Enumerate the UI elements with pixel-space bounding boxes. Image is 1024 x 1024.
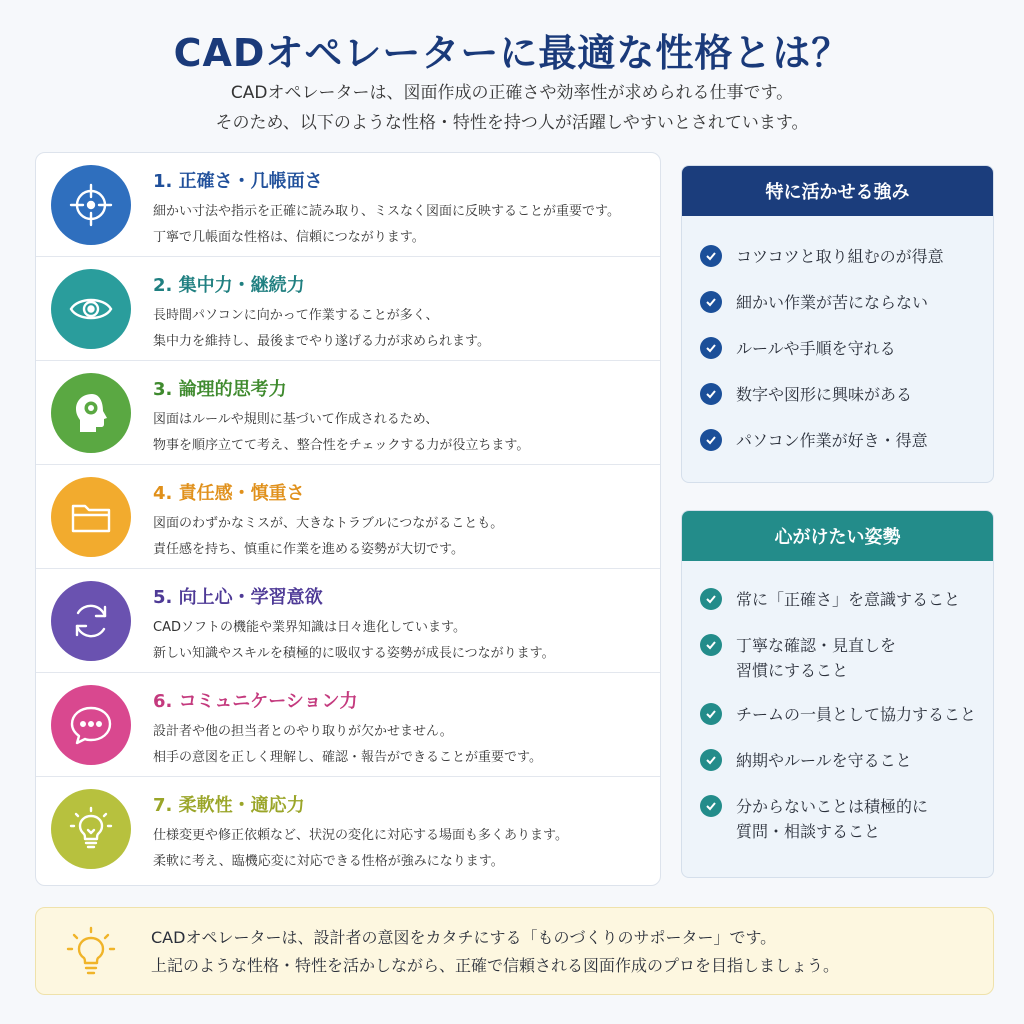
strength-item: ルールや手順を守れる: [700, 336, 896, 361]
head-gear-icon: [51, 373, 131, 453]
attitude-item: [700, 633, 896, 683]
refresh-icon: [51, 581, 131, 661]
trait-title: 6. コミュニケーション力: [153, 691, 358, 712]
trait-desc-line: 図面のわずかなミスが、大きなトラブルにつながることも。: [153, 516, 504, 531]
trait-desc-line: 相手の意図を正しく理解し、確認・報告ができることが重要です。: [153, 750, 542, 765]
trait-desc-line: 集中力を維持し、最後までやり遂げる力が求められます。: [153, 334, 490, 349]
check-icon: [700, 588, 722, 610]
strength-item: コツコツと取り組むのが得意: [700, 244, 944, 269]
strength-item: 細かい作業が苦にならない: [700, 290, 928, 315]
trait-item-logic: [36, 361, 661, 465]
trait-desc-line: 柔軟に考え、臨機応変に対応できる性格が強みになります。: [153, 854, 504, 869]
attitudes-panel: [681, 510, 994, 878]
summary-note: [35, 907, 994, 995]
attitude-line: 丁寧な確認・見直しを: [736, 636, 897, 655]
trait-title: 1. 正確さ・几帳面さ: [153, 171, 323, 192]
eye-icon: [51, 269, 131, 349]
lightbulb-icon: [51, 789, 131, 869]
trait-description: [153, 199, 620, 251]
trait-description: [153, 407, 529, 459]
check-icon: [700, 429, 722, 451]
intro-line: そのため、以下のような性格・特性を持つ人が活躍しやすいとされています。: [215, 113, 809, 133]
page-title: CADオペレーターに最適な性格とは？: [173, 31, 851, 75]
intro-line: CADオペレーターは、図面作成の正確さや効率性が求められる仕事です。: [230, 83, 794, 103]
check-icon: [700, 291, 722, 313]
check-icon: [700, 634, 722, 656]
trait-desc-line: 細かい寸法や指示を正確に読み取り、ミスなく図面に反映することが重要です。: [153, 204, 620, 219]
attitude-item: [700, 794, 928, 844]
intro-text: [0, 78, 1024, 138]
check-icon: [700, 795, 722, 817]
strengths-panel: [681, 165, 994, 483]
trait-item-focus: [36, 257, 661, 361]
trait-description: [153, 823, 568, 875]
trait-item-flexibility: [36, 777, 661, 881]
trait-desc-line: 仕様変更や修正依頼など、状況の変化に対応する場面も多くあります。: [153, 828, 568, 843]
target-icon: [51, 165, 131, 245]
trait-desc-line: 物事を順序立てて考え、整合性をチェックする力が役立ちます。: [153, 438, 530, 453]
strength-item: 数字や図形に興味がある: [700, 382, 912, 407]
trait-desc-line: CADソフトの機能や業界知識は日々進化しています。: [153, 620, 466, 635]
trait-desc-line: 新しい知識やスキルを積極的に吸収する姿勢が成長につながります。: [153, 646, 555, 661]
trait-title: 5. 向上心・学習意欲: [153, 587, 323, 608]
attitudes-title: 心がけたい姿勢: [682, 511, 993, 561]
trait-item-accuracy: [36, 153, 661, 257]
trait-title: 7. 柔軟性・適応力: [153, 795, 305, 816]
attitude-item: [700, 587, 960, 612]
trait-description: [153, 511, 503, 563]
trait-list: [35, 152, 661, 886]
attitude-line: 習慣にすること: [736, 661, 849, 680]
attitude-line: 分からないことは積極的に: [736, 797, 929, 816]
check-icon: [700, 337, 722, 359]
chat-icon: [51, 685, 131, 765]
trait-desc-line: 設計者や他の担当者とのやり取りが欠かせません。: [153, 724, 453, 739]
trait-desc-line: 長時間パソコンに向かって作業することが多く、: [153, 308, 439, 323]
check-icon: [700, 703, 722, 725]
trait-item-responsibility: [36, 465, 661, 569]
strengths-title: 特に活かせる強み: [682, 166, 993, 216]
check-icon: [700, 749, 722, 771]
strength-item: パソコン作業が好き・得意: [700, 428, 928, 453]
attitude-line: 常に「正確さ」を意識すること: [736, 590, 961, 609]
note-line: CADオペレーターは、設計者の意図をカタチにする「ものづくりのサポーター」です。: [151, 928, 777, 947]
note-line: 上記のような性格・特性を活かしながら、正確で信頼される図面作成のプロを目指しましょう。: [151, 956, 840, 975]
attitude-line: 納期やルールを守ること: [736, 751, 912, 770]
trait-item-learning: [36, 569, 661, 673]
check-icon: [700, 245, 722, 267]
trait-desc-line: 責任感を持ち、慎重に作業を進める姿勢が大切です。: [153, 542, 464, 557]
trait-description: [153, 615, 555, 667]
trait-description: [153, 719, 542, 771]
trait-title: 2. 集中力・継続力: [153, 275, 305, 296]
attitude-item: [700, 702, 976, 727]
trait-desc-line: 丁寧で几帳面な性格は、信頼につながります。: [153, 230, 425, 245]
trait-desc-line: 図面はルールや規則に基づいて作成されるため、: [153, 412, 439, 427]
check-icon: [700, 383, 722, 405]
attitude-line: チームの一員として協力すること: [736, 705, 977, 724]
trait-item-communication: [36, 673, 661, 777]
attitude-line: 質問・相談すること: [736, 822, 881, 841]
attitude-item: [700, 748, 912, 773]
note-text: [151, 924, 839, 980]
trait-title: 3. 論理的思考力: [153, 379, 287, 400]
trait-description: [153, 303, 490, 355]
trait-title: 4. 責任感・慎重さ: [153, 483, 305, 504]
folder-icon: [51, 477, 131, 557]
lightbulb-icon: [66, 926, 116, 980]
